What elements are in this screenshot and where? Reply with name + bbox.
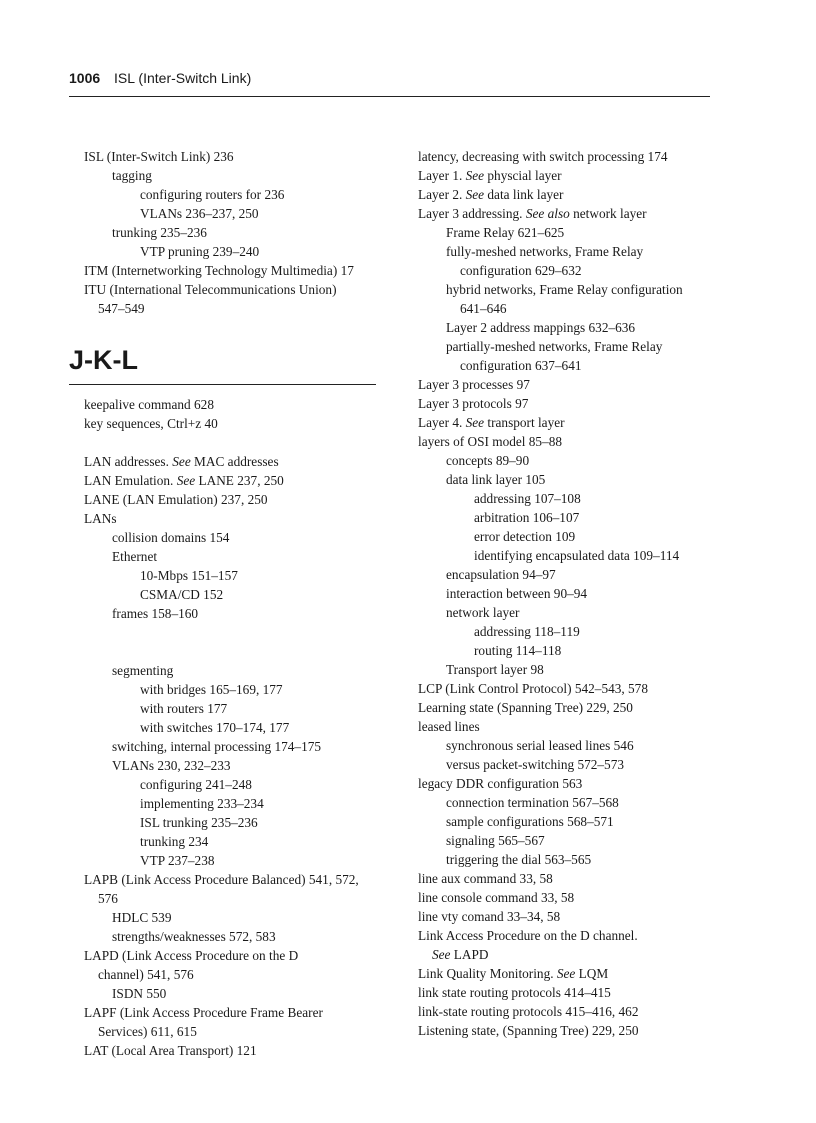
index-entry: LAN Emulation. See LANE 237, 250 bbox=[84, 473, 284, 488]
index-subentry: with routers 177 bbox=[140, 701, 228, 716]
index-subentry: collision domains 154 bbox=[112, 530, 230, 545]
index-entry: link state routing protocols 414–415 bbox=[418, 985, 611, 1000]
section-rule bbox=[69, 384, 376, 385]
index-column-left bbox=[69, 147, 384, 1060]
index-entry: latency, decreasing with switch processing 174 bbox=[418, 149, 668, 164]
index-entry: legacy DDR configuration 563 bbox=[418, 776, 583, 791]
index-subentry: frames 158–160 bbox=[112, 606, 199, 621]
index-entry: key sequences, Ctrl+z 40 bbox=[84, 416, 218, 431]
index-subentry: strengths/weaknesses 572, 583 bbox=[112, 929, 276, 944]
index-entry: LCP (Link Control Protocol) 542–543, 578 bbox=[418, 681, 648, 696]
index-subentry: Transport layer 98 bbox=[446, 662, 544, 677]
index-subentry: trunking 235–236 bbox=[112, 225, 207, 240]
index-entry: LAPD (Link Access Procedure on the D bbox=[84, 948, 299, 963]
index-subentry: ISL trunking 235–236 bbox=[140, 815, 258, 830]
index-entry-continuation: See LAPD bbox=[432, 947, 489, 962]
index-subentry: HDLC 539 bbox=[112, 910, 172, 925]
index-subentry: connection termination 567–568 bbox=[446, 795, 619, 810]
index-subentry: encapsulation 94–97 bbox=[446, 567, 556, 582]
index-subentry: 10-Mbps 151–157 bbox=[140, 568, 238, 583]
index-subentry: hybrid networks, Frame Relay configuration bbox=[446, 282, 683, 297]
index-entry: Layer 3 processes 97 bbox=[418, 377, 530, 392]
index-entry: Layer 1. See physcial layer bbox=[418, 168, 562, 183]
index-subentry: trunking 234 bbox=[140, 834, 209, 849]
index-entry: LAN addresses. See MAC addresses bbox=[84, 454, 279, 469]
index-subentry: VLANs 236–237, 250 bbox=[140, 206, 259, 221]
index-entry: line vty comand 33–34, 58 bbox=[418, 909, 561, 924]
index-entry: link-state routing protocols 415–416, 462 bbox=[418, 1004, 639, 1019]
running-header bbox=[69, 70, 710, 86]
index-subentry: ISDN 550 bbox=[112, 986, 167, 1001]
index-entry-continuation: channel) 541, 576 bbox=[98, 967, 194, 982]
index-subentry: versus packet-switching 572–573 bbox=[446, 757, 624, 772]
index-entry: LAPF (Link Access Procedure Frame Bearer bbox=[84, 1005, 323, 1020]
index-entry: LAPB (Link Access Procedure Balanced) 541, 572, bbox=[84, 872, 359, 887]
index-subentry: sample configurations 568–571 bbox=[446, 814, 614, 829]
index-entry: layers of OSI model 85–88 bbox=[418, 434, 563, 449]
index-subentry: synchronous serial leased lines 546 bbox=[446, 738, 634, 753]
running-head-title: ISL (Inter-Switch Link) bbox=[114, 70, 252, 86]
index-subentry: switching, internal processing 174–175 bbox=[112, 739, 322, 754]
index-subentry: identifying encapsulated data 109–114 bbox=[474, 548, 680, 563]
index-entry: Layer 3 protocols 97 bbox=[418, 396, 529, 411]
index-entry: ITM (Internetworking Technology Multimedia) 17 bbox=[84, 263, 354, 278]
index-entry: Link Quality Monitoring. See LQM bbox=[418, 966, 609, 981]
section-heading: J-K-L bbox=[69, 345, 138, 375]
index-entry: line aux command 33, 58 bbox=[418, 871, 553, 886]
index-subentry: addressing 107–108 bbox=[474, 491, 581, 506]
index-entry-continuation: Services) 611, 615 bbox=[98, 1024, 197, 1039]
index-subentry: interaction between 90–94 bbox=[446, 586, 588, 601]
index-subentry: routing 114–118 bbox=[474, 643, 562, 658]
index-entry: LANE (LAN Emulation) 237, 250 bbox=[84, 492, 268, 507]
index-entry-continuation: 576 bbox=[98, 891, 118, 906]
index-subentry: fully-meshed networks, Frame Relay bbox=[446, 244, 644, 259]
index-subentry: with switches 170–174, 177 bbox=[140, 720, 290, 735]
index-entry-continuation: 547–549 bbox=[98, 301, 145, 316]
index-subentry: Frame Relay 621–625 bbox=[446, 225, 565, 240]
index-subentry: arbitration 106–107 bbox=[474, 510, 580, 525]
index-subentry: tagging bbox=[112, 168, 152, 183]
index-column-right bbox=[418, 147, 718, 1040]
header-rule bbox=[69, 96, 710, 97]
index-entry: keepalive command 628 bbox=[84, 397, 214, 412]
index-subentry: configuring routers for 236 bbox=[140, 187, 285, 202]
index-subentry: VTP pruning 239–240 bbox=[140, 244, 260, 259]
index-entry: LANs bbox=[84, 511, 117, 526]
index-entry: LAT (Local Area Transport) 121 bbox=[84, 1043, 257, 1058]
index-entry: Layer 4. See transport layer bbox=[418, 415, 565, 430]
index-entry: ITU (International Telecommunications Union) bbox=[84, 282, 337, 297]
index-subentry: data link layer 105 bbox=[446, 472, 546, 487]
index-subentry: segmenting bbox=[112, 663, 174, 678]
index-subentry: triggering the dial 563–565 bbox=[446, 852, 592, 867]
index-subentry: partially-meshed networks, Frame Relay bbox=[446, 339, 663, 354]
index-entry: Layer 3 addressing. See also network layer bbox=[418, 206, 647, 221]
index-subentry: network layer bbox=[446, 605, 520, 620]
index-entry: leased lines bbox=[418, 719, 480, 734]
index-entry: Layer 2. See data link layer bbox=[418, 187, 564, 202]
index-entry: Listening state, (Spanning Tree) 229, 250 bbox=[418, 1023, 639, 1038]
index-entry: line console command 33, 58 bbox=[418, 890, 575, 905]
index-subentry: VLANs 230, 232–233 bbox=[112, 758, 231, 773]
index-subentry: addressing 118–119 bbox=[474, 624, 580, 639]
index-subentry: CSMA/CD 152 bbox=[140, 587, 224, 602]
index-subentry: with bridges 165–169, 177 bbox=[140, 682, 283, 697]
index-entry: Learning state (Spanning Tree) 229, 250 bbox=[418, 700, 633, 715]
index-subentry-continuation: configuration 629–632 bbox=[460, 263, 582, 278]
index-subentry-continuation: configuration 637–641 bbox=[460, 358, 582, 373]
index-entry: ISL (Inter-Switch Link) 236 bbox=[84, 149, 234, 164]
index-entry: Link Access Procedure on the D channel. bbox=[418, 928, 638, 943]
page-number: 1006 bbox=[69, 70, 101, 86]
index-subentry: concepts 89–90 bbox=[446, 453, 530, 468]
index-subentry: Ethernet bbox=[112, 549, 158, 564]
index-subentry: error detection 109 bbox=[474, 529, 576, 544]
index-subentry: signaling 565–567 bbox=[446, 833, 545, 848]
index-subentry: Layer 2 address mappings 632–636 bbox=[446, 320, 636, 335]
index-subentry: VTP 237–238 bbox=[140, 853, 215, 868]
index-subentry-continuation: 641–646 bbox=[460, 301, 507, 316]
index-subentry: configuring 241–248 bbox=[140, 777, 252, 792]
index-subentry: implementing 233–234 bbox=[140, 796, 264, 811]
